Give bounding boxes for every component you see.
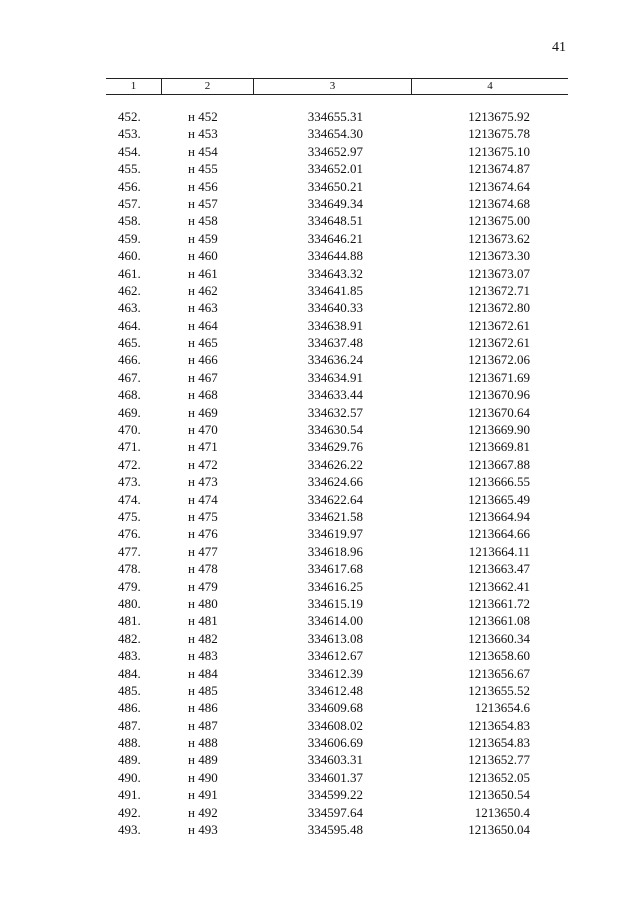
row-number: 476. <box>118 526 141 542</box>
coordinate-x: 334634.91 <box>307 369 363 385</box>
table-row <box>0 717 639 734</box>
point-name: н 453 <box>188 126 218 142</box>
point-name: н 484 <box>188 665 218 681</box>
row-number: 487. <box>118 717 141 733</box>
coordinate-x: 334618.96 <box>307 543 363 559</box>
table-row <box>0 265 639 282</box>
coordinate-y: 1213675.10 <box>468 143 530 159</box>
row-number: 468. <box>118 387 141 403</box>
row-number: 486. <box>118 700 141 716</box>
row-number: 456. <box>118 178 141 194</box>
table-row <box>0 682 639 699</box>
point-name: н 469 <box>188 404 218 420</box>
coordinate-x: 334612.67 <box>307 648 363 664</box>
coordinate-y: 1213674.87 <box>468 161 530 177</box>
coordinate-y: 1213654.6 <box>474 700 530 716</box>
coordinate-y: 1213672.06 <box>468 352 530 368</box>
coordinate-x: 334614.00 <box>307 613 363 629</box>
row-number: 459. <box>118 230 141 246</box>
coordinate-y: 1213652.77 <box>468 752 530 768</box>
coordinate-y: 1213674.64 <box>468 178 530 194</box>
table-row <box>0 804 639 821</box>
table-row <box>0 699 639 716</box>
table-row <box>0 195 639 212</box>
point-name: н 475 <box>188 508 218 524</box>
coordinate-x: 334632.57 <box>307 404 363 420</box>
row-number: 483. <box>118 648 141 664</box>
coordinate-x: 334649.34 <box>307 195 363 211</box>
table-row <box>0 178 639 195</box>
coordinate-x: 334636.24 <box>307 352 363 368</box>
coordinate-x: 334603.31 <box>307 752 363 768</box>
table-row <box>0 595 639 612</box>
coordinate-x: 334597.64 <box>307 804 363 820</box>
coordinate-x: 334641.85 <box>307 282 363 298</box>
table-row <box>0 630 639 647</box>
point-name: н 452 <box>188 109 218 124</box>
coordinate-x: 334646.21 <box>307 230 363 246</box>
coordinate-y: 1213669.81 <box>468 439 530 455</box>
point-name: н 459 <box>188 230 218 246</box>
coordinate-x: 334637.48 <box>307 335 363 351</box>
point-name: н 468 <box>188 387 218 403</box>
point-name: н 487 <box>188 717 218 733</box>
point-name: н 481 <box>188 613 218 629</box>
row-number: 461. <box>118 265 141 281</box>
point-name: н 463 <box>188 300 218 316</box>
row-number: 490. <box>118 769 141 785</box>
table-row <box>0 230 639 247</box>
coordinate-y: 1213673.07 <box>468 265 530 281</box>
coordinate-x: 334633.44 <box>307 387 363 403</box>
point-name: н 483 <box>188 648 218 664</box>
coordinate-y: 1213655.52 <box>468 682 530 698</box>
table-row <box>0 369 639 386</box>
coordinate-y: 1213673.30 <box>468 248 530 264</box>
table-row <box>0 473 639 490</box>
coordinate-y: 1213670.64 <box>468 404 530 420</box>
table-row <box>0 282 639 299</box>
point-name: н 476 <box>188 526 218 542</box>
point-name: н 482 <box>188 630 218 646</box>
coordinate-y: 1213675.92 <box>468 109 530 124</box>
coordinate-y: 1213669.90 <box>468 422 530 438</box>
table-row <box>0 351 639 368</box>
point-name: н 456 <box>188 178 218 194</box>
table-row <box>0 491 639 508</box>
row-number: 469. <box>118 404 141 420</box>
point-name: н 492 <box>188 804 218 820</box>
row-number: 452. <box>118 109 141 124</box>
row-number: 465. <box>118 335 141 351</box>
coordinate-x: 334643.32 <box>307 265 363 281</box>
row-number: 463. <box>118 300 141 316</box>
point-name: н 486 <box>188 700 218 716</box>
table-row <box>0 108 639 125</box>
coordinate-x: 334615.19 <box>307 595 363 611</box>
row-number: 470. <box>118 422 141 438</box>
coordinate-y: 1213652.05 <box>468 769 530 785</box>
coordinate-x: 334599.22 <box>307 787 363 803</box>
coordinate-y: 1213665.49 <box>468 491 530 507</box>
coordinate-y: 1213675.00 <box>468 213 530 229</box>
coordinate-x: 334652.97 <box>307 143 363 159</box>
row-number: 475. <box>118 508 141 524</box>
row-number: 464. <box>118 317 141 333</box>
point-name: н 479 <box>188 578 218 594</box>
coordinate-y: 1213664.66 <box>468 526 530 542</box>
coordinate-x: 334638.91 <box>307 317 363 333</box>
coordinate-x: 334612.48 <box>307 682 363 698</box>
table-body <box>0 108 639 838</box>
row-number: 478. <box>118 561 141 577</box>
coordinate-x: 334655.31 <box>307 109 363 124</box>
coordinate-y: 1213664.11 <box>468 543 530 559</box>
coordinate-x: 334617.68 <box>307 561 363 577</box>
column-header-4: 4 <box>487 80 493 92</box>
coordinate-y: 1213672.61 <box>468 317 530 333</box>
coordinate-x: 334644.88 <box>307 248 363 264</box>
coordinate-x: 334650.21 <box>307 178 363 194</box>
table-row <box>0 212 639 229</box>
point-name: н 485 <box>188 682 218 698</box>
coordinate-y: 1213671.69 <box>468 369 530 385</box>
table-row <box>0 317 639 334</box>
table-row <box>0 665 639 682</box>
row-number: 480. <box>118 595 141 611</box>
table-row <box>0 769 639 786</box>
coordinate-y: 1213672.80 <box>468 300 530 316</box>
coordinate-y: 1213650.54 <box>468 787 530 803</box>
coordinate-x: 334619.97 <box>307 526 363 542</box>
coordinate-x: 334621.58 <box>307 508 363 524</box>
point-name: н 462 <box>188 282 218 298</box>
point-name: н 464 <box>188 317 218 333</box>
table-row <box>0 821 639 838</box>
coordinate-x: 334612.39 <box>307 665 363 681</box>
coordinate-y: 1213674.68 <box>468 195 530 211</box>
row-number: 453. <box>118 126 141 142</box>
row-number: 485. <box>118 682 141 698</box>
point-name: н 467 <box>188 369 218 385</box>
table-row <box>0 560 639 577</box>
row-number: 467. <box>118 369 141 385</box>
row-number: 482. <box>118 630 141 646</box>
table-row <box>0 647 639 664</box>
table-header <box>106 78 568 95</box>
row-number: 484. <box>118 665 141 681</box>
table-row <box>0 456 639 473</box>
table-row <box>0 578 639 595</box>
point-name: н 489 <box>188 752 218 768</box>
point-name: н 478 <box>188 561 218 577</box>
point-name: н 488 <box>188 735 218 751</box>
row-number: 454. <box>118 143 141 159</box>
table-row <box>0 734 639 751</box>
coordinate-y: 1213672.61 <box>468 335 530 351</box>
row-number: 473. <box>118 474 141 490</box>
coordinate-x: 334606.69 <box>307 735 363 751</box>
table-row <box>0 334 639 351</box>
table-row <box>0 404 639 421</box>
table-row <box>0 751 639 768</box>
row-number: 455. <box>118 161 141 177</box>
coordinate-y: 1213660.34 <box>468 630 530 646</box>
column-header-2: 2 <box>162 79 254 94</box>
row-number: 488. <box>118 735 141 751</box>
coordinate-y: 1213675.78 <box>468 126 530 142</box>
table-row <box>0 247 639 264</box>
row-number: 493. <box>118 822 141 838</box>
coordinate-x: 334630.54 <box>307 422 363 438</box>
point-name: н 491 <box>188 787 218 803</box>
coordinate-x: 334601.37 <box>307 769 363 785</box>
row-number: 479. <box>118 578 141 594</box>
point-name: н 465 <box>188 335 218 351</box>
coordinate-x: 334640.33 <box>307 300 363 316</box>
coordinate-y: 1213662.41 <box>468 578 530 594</box>
table-row <box>0 386 639 403</box>
row-number: 489. <box>118 752 141 768</box>
row-number: 460. <box>118 248 141 264</box>
row-number: 472. <box>118 456 141 472</box>
coordinate-x: 334613.08 <box>307 630 363 646</box>
table-row <box>0 786 639 803</box>
column-header-1: 1 <box>106 79 162 94</box>
point-name: н 473 <box>188 474 218 490</box>
table-row <box>0 143 639 160</box>
coordinate-y: 1213666.55 <box>468 474 530 490</box>
table-row <box>0 438 639 455</box>
point-name: н 457 <box>188 195 218 211</box>
column-header-3: 3 <box>254 79 412 94</box>
coordinate-x: 334629.76 <box>307 439 363 455</box>
page-number: 41 <box>552 40 566 55</box>
point-name: н 477 <box>188 543 218 559</box>
row-number: 458. <box>118 213 141 229</box>
table-row <box>0 125 639 142</box>
point-name: н 458 <box>188 213 218 229</box>
point-name: н 471 <box>188 439 218 455</box>
row-number: 477. <box>118 543 141 559</box>
coordinate-y: 1213654.83 <box>468 717 530 733</box>
point-name: н 474 <box>188 491 218 507</box>
coordinate-y: 1213670.96 <box>468 387 530 403</box>
row-number: 457. <box>118 195 141 211</box>
coordinate-x: 334608.02 <box>307 717 363 733</box>
table-row <box>0 525 639 542</box>
coordinate-y: 1213650.04 <box>468 822 530 838</box>
row-number: 492. <box>118 804 141 820</box>
coordinate-y: 1213654.83 <box>468 735 530 751</box>
table-row <box>0 299 639 316</box>
point-name: н 466 <box>188 352 218 368</box>
point-name: н 455 <box>188 161 218 177</box>
point-name: н 461 <box>188 265 218 281</box>
point-name: н 490 <box>188 769 218 785</box>
point-name: н 460 <box>188 248 218 264</box>
coordinate-x: 334648.51 <box>307 213 363 229</box>
table-row <box>0 543 639 560</box>
coordinate-x: 334626.22 <box>307 456 363 472</box>
point-name: н 470 <box>188 422 218 438</box>
row-number: 462. <box>118 282 141 298</box>
coordinate-x: 334624.66 <box>307 474 363 490</box>
coordinate-x: 334595.48 <box>307 822 363 838</box>
table-row <box>0 508 639 525</box>
coordinate-y: 1213663.47 <box>468 561 530 577</box>
coordinate-y: 1213661.08 <box>468 613 530 629</box>
coordinate-y: 1213656.67 <box>468 665 530 681</box>
table-row <box>0 160 639 177</box>
point-name: н 472 <box>188 456 218 472</box>
row-number: 491. <box>118 787 141 803</box>
point-name: н 454 <box>188 143 218 159</box>
coordinate-y: 1213650.4 <box>474 804 530 820</box>
table-row <box>0 421 639 438</box>
coordinate-y: 1213672.71 <box>468 282 530 298</box>
coordinate-y: 1213673.62 <box>468 230 530 246</box>
point-name: н 480 <box>188 595 218 611</box>
coordinate-x: 334609.68 <box>307 700 363 716</box>
point-name: н 493 <box>188 822 218 838</box>
coordinate-y: 1213661.72 <box>468 595 530 611</box>
coordinate-x: 334652.01 <box>307 161 363 177</box>
row-number: 481. <box>118 613 141 629</box>
coordinate-y: 1213667.88 <box>468 456 530 472</box>
table-row <box>0 612 639 629</box>
coordinate-x: 334622.64 <box>307 491 363 507</box>
row-number: 471. <box>118 439 141 455</box>
coordinate-x: 334654.30 <box>307 126 363 142</box>
row-number: 474. <box>118 491 141 507</box>
row-number: 466. <box>118 352 141 368</box>
coordinate-x: 334616.25 <box>307 578 363 594</box>
coordinate-y: 1213664.94 <box>468 508 530 524</box>
coordinate-y: 1213658.60 <box>468 648 530 664</box>
